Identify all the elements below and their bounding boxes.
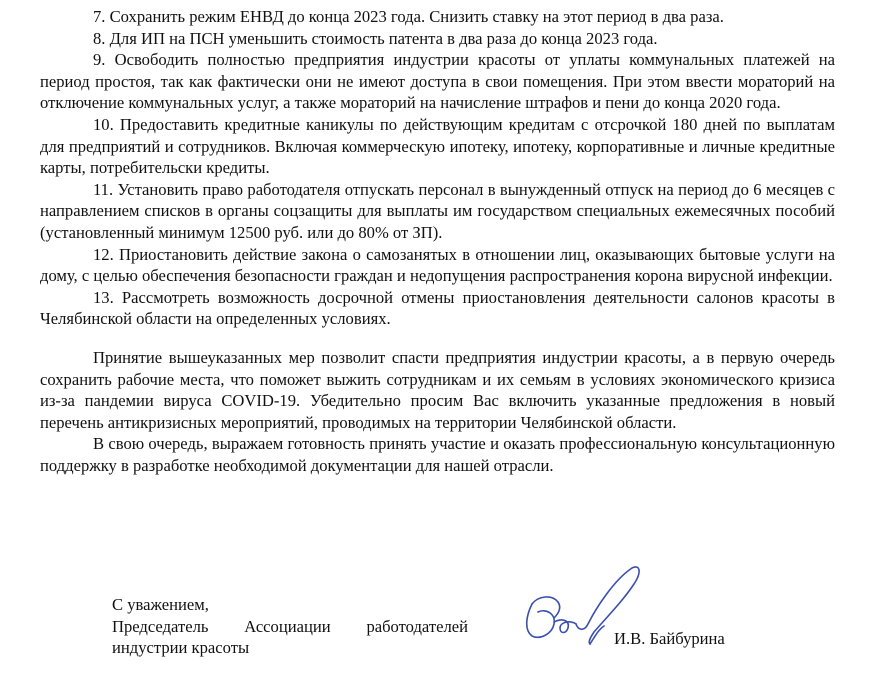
title-word: Ассоциации: [244, 616, 331, 636]
list-item-8: 8. Для ИП на ПСН уменьшить стоимость патента в два раза до конца 2023 года.: [93, 28, 658, 48]
list-item-7: 7. Сохранить режим ЕНВД до конца 2023 года. Снизить ставку на этот период в два раза.: [93, 7, 724, 26]
paragraph-gap: [40, 330, 835, 347]
list-item-10: 10. Предоставить кредитные каникулы по действующим кредитам с отсрочкой 180 дней по выплатам для предприятий и сотрудников. Включая коммерческую ипотеку, ипотеку, корпоративные и личные кредитные карты, потребительски кредиты.: [40, 114, 835, 178]
signer-title-line-2: индустрии красоты: [112, 638, 250, 658]
signer-name: И.В. Байбурина: [614, 629, 725, 648]
document-body: [40, 6, 835, 476]
closing-paragraph: Принятие вышеуказанных мер позволит спасти предприятия индустрии красоты, а в первую очередь сохранить рабочие места, что поможет выжить сотрудникам и их семьям в условиях экономического кризиса из-за пандемии вируса COVID-19. Убедительно просим Вас включить указанные предложения в новый перечень антикризисных мероприятий, проводимых на территории Челябинской области.: [40, 347, 835, 432]
regards-text: С уважением,: [112, 595, 209, 614]
list-item-9: 9. Освободить полностью предприятия индустрии красоты от уплаты коммунальных платежей на период простоя, так как фактически они не имеют доступа в свои помещения. При этом ввести мораторий на отключение коммунальных услуг, а также мораторий на начисление штрафов и пени до конца 2020 года.: [40, 50, 835, 113]
readiness-paragraph: В свою очередь, выражаем готовность принять участие и оказать профессиональную консультационную поддержку в разработке необходимой документации для нашей отрасли.: [40, 434, 835, 475]
signature-block: [112, 594, 468, 659]
title-word: Председатель: [112, 616, 209, 636]
list-item-11: 11. Установить право работодателя отпускать персонал в вынужденный отпуск на период до 6 месяцев с направлением списков в органы соцзащиты для выплаты им государством специальных ежемесячных пособий (установленный минимум 12500 руб. или до 80% от ЗП).: [40, 179, 835, 242]
signer-title-line-1: [112, 616, 468, 638]
list-item-13: 13. Рассмотреть возможность досрочной отмены приостановления деятельности салонов красоты в Челябинской области на определенных условиях.: [40, 287, 835, 329]
list-item-12: 12. Приостановить действие закона о самозанятых в отношении лиц, оказывающих бытовые услуги на дому, с целью обеспечения безопасности граждан и недопущения распространения корона вирусной инфекции.: [40, 244, 835, 286]
title-word: работодателей: [366, 616, 468, 636]
